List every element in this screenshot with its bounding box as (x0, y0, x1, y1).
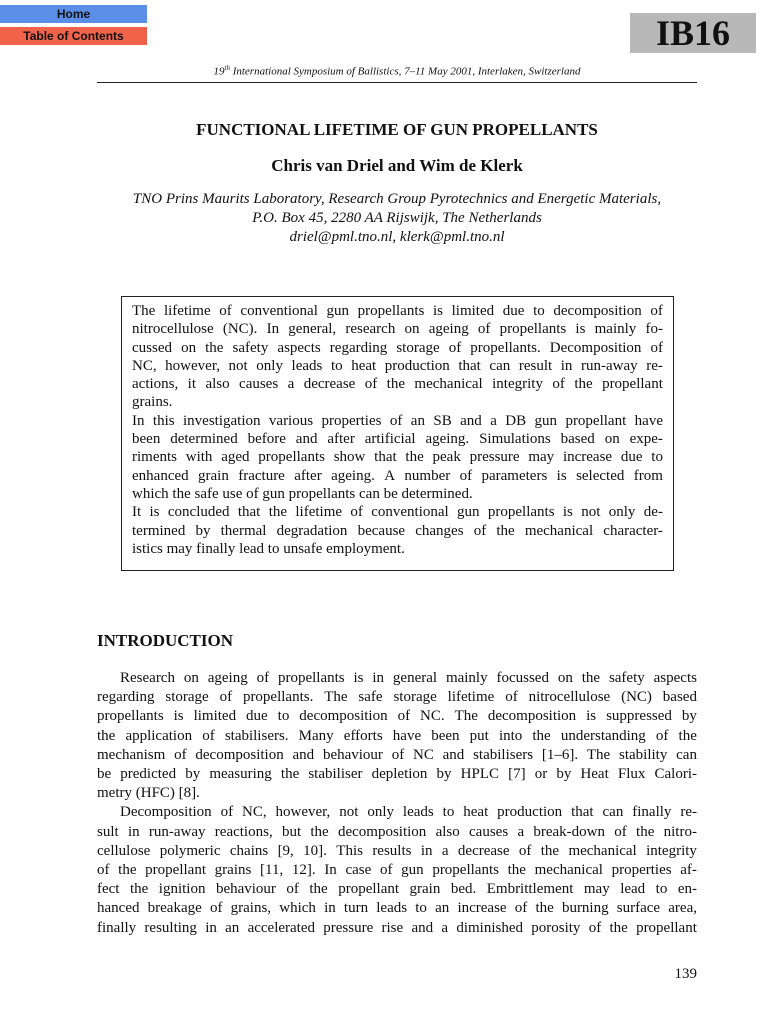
abstract-line: actions, it also causes a decrease of the mechanical integrity of the propellant (132, 376, 663, 393)
abstract-line: grains. (132, 394, 173, 411)
body-line: be predicted by measuring the stabiliser depletion by HPLC [7] or by Heat Flux Calori- (97, 766, 697, 783)
page-number: 139 (674, 966, 697, 982)
symposium-header (97, 64, 697, 78)
affiliation-block (90, 190, 704, 247)
body-line: the application of stabilisers. Many efforts have been put into the understanding of the (97, 727, 697, 744)
body-line: cellulose polymeric chains [9, 10]. This results in a decrease of the mechanical integrity (97, 842, 697, 859)
abstract-line: been determined before and after artificial ageing. Simulations based on expe- (132, 431, 663, 448)
abstract-line: In this investigation various properties of an SB and a DB gun propellant have (132, 412, 663, 429)
abstract-line: nitrocellulose (NC). In general, research on ageing of propellants is mainly fo- (132, 321, 663, 338)
abstract-line: It is concluded that the lifetime of conventional gun propellants is not only de- (132, 504, 663, 521)
body-line: propellants is limited due to decomposition of NC. The decomposition is suppressed by (97, 708, 697, 725)
section-heading-introduction: INTRODUCTION (97, 631, 234, 650)
abstract-box (121, 296, 674, 571)
body-line: sult in run-away reactions, but the decomposition also causes a break-down of the nitro- (97, 823, 697, 840)
body-line: metry (HFC) [8]. (97, 785, 200, 802)
body-line: mechanism of decomposition and behaviour of NC and stabilisers [1–6]. The stability can (97, 746, 697, 763)
abstract-line: termined by thermal degradation because changes of the mechanical character- (132, 522, 663, 539)
affiliation-line: TNO Prins Maurits Laboratory, Research Group Pyrotechnics and Energetic Materials, (132, 191, 662, 207)
paper-authors: Chris van Driel and Wim de Klerk (271, 156, 523, 175)
paper-title: FUNCTIONAL LIFETIME OF GUN PROPELLANTS (196, 120, 598, 139)
affiliation-line: P.O. Box 45, 2280 AA Rijswijk, The Netherlands (252, 210, 542, 226)
header-rule (97, 82, 697, 83)
table-of-contents-button[interactable]: Table of Contents (0, 27, 147, 45)
abstract-line: istics may finally lead to unsafe employment. (132, 540, 405, 557)
body-line: of the propellant grains [11, 12]. In case of gun propellants the mechanical properties af- (97, 862, 697, 879)
body-line: Decomposition of NC, however, not only leads to heat production that can finally re- (120, 804, 697, 821)
paper-code-badge: IB16 (630, 13, 756, 53)
abstract-line: riments with aged propellants show that the peak pressure may increase due to (132, 449, 663, 466)
abstract-line: The lifetime of conventional gun propellants is limited due to decomposition of (132, 303, 663, 319)
abstract-line: enhanced grain fracture after ageing. A number of parameters is selected from (132, 467, 663, 484)
body-line: fect the ignition behaviour of the propellant grain bed. Embrittlement may lead to en- (97, 881, 697, 898)
abstract-line: NC, however, not only leads to heat production that can result in run-away re- (132, 357, 663, 374)
home-button[interactable]: Home (0, 5, 147, 23)
body-line: hanced breakage of grains, which in turn leads to an increase of the burning surface area, (97, 900, 697, 917)
abstract-line: cussed on the safety aspects regarding storage of propellants. Decomposition of (132, 339, 663, 356)
body-line: finally resulting in an accelerated pressure rise and a diminished porosity of the propellant (97, 919, 697, 936)
header-ordinal-suffix: th (224, 64, 230, 72)
abstract-line: which the safe use of gun propellants can be determined. (132, 485, 473, 502)
body-line: Research on ageing of propellants is in general mainly focussed on the safety aspects (120, 670, 697, 686)
header-ordinal: 19 (213, 65, 225, 78)
header-text: International Symposium of Ballistics, 7–11 May 2001, Interlaken, Switzerland (229, 65, 581, 78)
body-line: regarding storage of propellants. The safe storage lifetime of nitrocellulose (NC) based (97, 689, 697, 706)
body-text (97, 669, 697, 938)
affiliation-email: driel@pml.tno.nl, klerk@pml.tno.nl (289, 229, 505, 245)
